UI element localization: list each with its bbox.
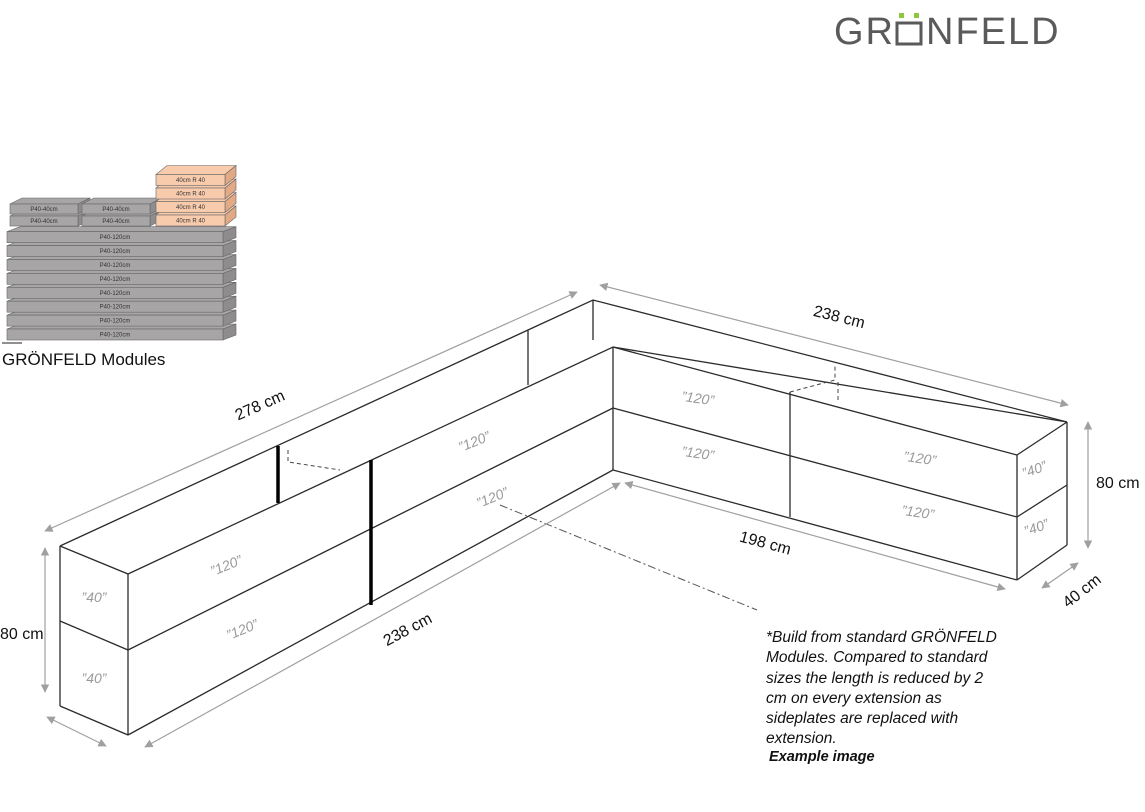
dim-right-top-label: 238 cm — [811, 303, 867, 333]
module-slab-corner-2-label: 40cm R 40 — [175, 205, 206, 211]
module-slab-40-mid-2-label: P40-40cm — [102, 207, 130, 213]
module-slab-120-7-label: P40-120cm — [99, 249, 131, 256]
dim-left-height-label: 80 cm — [0, 626, 44, 643]
module-slab-corner-4 — [156, 166, 236, 186]
module-slab-40-mid-2-top — [82, 198, 162, 204]
left-hidden-line — [288, 450, 340, 470]
right-hidden-line-top — [790, 365, 835, 392]
dim-right-front-label: 198 cm — [737, 528, 793, 559]
dim-left-long-label: 278 cm — [232, 387, 288, 425]
note-leader-line — [500, 505, 757, 610]
module-slab-40-left-2-label: P40-40cm — [30, 207, 58, 213]
module-slab-120-8 — [7, 227, 236, 243]
panel-left-end-top: ”40” — [81, 589, 107, 605]
dim-right-height-label: 80 cm — [1096, 475, 1140, 492]
left-end-seam — [60, 621, 128, 650]
module-slab-40-left-1-label: P40-40cm — [30, 219, 58, 225]
module-slab-corner-4-top — [156, 166, 236, 175]
panel-left-front-bottom: ”120” — [223, 615, 261, 643]
panel-left-back-top: ”120” — [455, 427, 493, 455]
dim-right-depth-label: 40 cm — [1059, 571, 1105, 612]
module-slab-120-7 — [7, 241, 236, 257]
left-end-top-edge — [60, 546, 128, 574]
right-top-front-edge — [613, 347, 1017, 455]
module-slab-120-2-label: P40-120cm — [99, 318, 131, 325]
module-slab-120-8-top — [7, 227, 236, 232]
panel-right-top: ”120” — [902, 447, 937, 469]
right-end-seam — [1017, 485, 1067, 517]
module-slab-40-left-2 — [10, 198, 90, 214]
panel-corner-top: ”120” — [680, 387, 715, 409]
panel-left-front-top: ”120” — [207, 551, 245, 579]
right-bottom-edge — [613, 470, 1017, 580]
right-seam — [613, 408, 1017, 517]
module-slab-corner-3-label: 40cm R 40 — [175, 191, 206, 198]
build-note: *Build from standard GRÖNFELD Modules. Compared to standard sizes the length is reduced by 2 cm on every extension as sideplates are replaced with extension. — [766, 629, 997, 748]
module-slab-120-4-label: P40-120cm — [99, 290, 131, 297]
dim-right-depth-line — [1042, 563, 1078, 588]
panel-right-end-top: ”40” — [1019, 457, 1049, 482]
panel-corner-bottom: ”120” — [680, 442, 715, 464]
module-slab-120-6-label: P40-120cm — [99, 263, 131, 269]
module-stack — [7, 166, 236, 341]
module-slab-120-1-label: P40-120cm — [99, 332, 131, 339]
right-end-bottom-edge — [1017, 545, 1067, 580]
stack-caption: GRÖNFELD Modules — [2, 350, 166, 369]
right-end-top-edge — [1017, 422, 1067, 455]
module-slab-corner-1-label: 40cm R 40 — [175, 218, 206, 225]
module-slab-40-mid-1-label: P40-40cm — [102, 219, 130, 225]
dim-right-top-line — [600, 285, 1068, 405]
example-image-label: Example image — [769, 749, 875, 765]
svg-text:NFELD: NFELD — [926, 11, 1061, 53]
module-slab-120-8-label: P40-120cm — [99, 235, 131, 242]
svg-text:GR: GR — [834, 11, 895, 53]
dim-left-front-label: 238 cm — [380, 610, 436, 650]
panel-left-back-bottom: ”120” — [473, 483, 511, 511]
panel-right-end-bottom: ”40” — [1021, 515, 1051, 540]
module-slab-40-left-2-top — [10, 198, 90, 204]
module-slab-corner-4-label: 40cm R 40 — [175, 178, 206, 184]
panel-left-end-bottom: ”40” — [81, 670, 107, 686]
left-end-bottom-edge — [60, 706, 128, 735]
module-slab-120-5-label: P40-120cm — [99, 276, 131, 283]
module-slab-40-mid-2 — [82, 198, 162, 214]
module-slab-120-3 — [7, 296, 236, 312]
module-slab-120-3-label: P40-120cm — [99, 304, 131, 311]
panel-right-bottom: ”120” — [900, 501, 935, 523]
